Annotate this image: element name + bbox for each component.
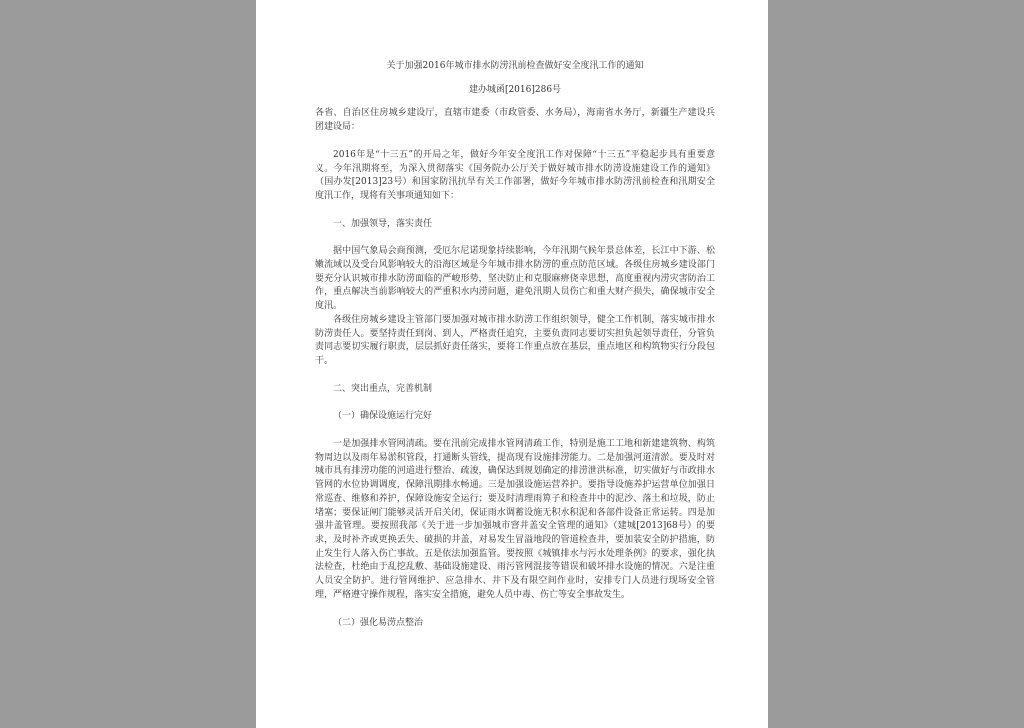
document-title: 关于加强2016年城市排水防涝汛前检查做好安全度汛工作的通知 <box>386 61 644 71</box>
section-2-paragraph-1: 一是加强排水管网清疏。要在汛前完成排水管网清疏工作，特别是施工工地和新建建筑物、构筑物周边以及雨年易淤积管段，打通断头管线，提高现有设施排涝能力。二是加强河道清淤。要及时对城市具有排涝功能的河道进行整治、疏浚，确保达到规划确定的排涝泄洪标准，切实做好与市政排水管网的水位协调调度，保障汛期排水畅通。三是加强设施运营养护。要指导设施养护运营单位加强日常巡查、维修和养护，保障设施安全运行；要及时清理雨箅子和检查井中的泥沙、落土和垃圾，防止堵塞；要保证闸门能够灵活开启关闭，保证雨水调蓄设施无积水积泥和各部件设备正常运转。四是加强井盖管理。要按照我部《关于进一步加强城市窨井盖安全管理的通知》（建城[2013]68号）的要求，及时补齐或更换丢失、破损的井盖，对易发生冒溢地段的管道检查井，要加装安全防护措施，防止发生行人落入伤亡事故。五是依法加强监管。要按照《城镇排水与污水处理条例》的要求，强化执法检查，杜绝由于乱挖乱敷、基础设施建设、雨污管网混接等错误和破坏排水设施的情况。六是注重人员安全防护。进行管网维护、应急排水、井下及有限空间作业时，安排专门人员进行现场安全管理，严格遵守操作规程，落实安全措施，避免人员中毒、伤亡等安全事故发生。 <box>315 439 715 600</box>
addressee-paragraph: 各省、自治区住房城乡建设厅，直辖市建委（市政管委、水务局），海南省水务厅，新疆生产建设兵团建设局： <box>315 108 715 133</box>
section-2-heading: 二、突出重点，完善机制 <box>333 383 433 394</box>
section-1-heading: 一、加强领导，落实责任 <box>333 218 433 229</box>
section-1-paragraph-1: 据中国气象局会商预测，受厄尔尼诺现象持续影响，今年汛期气候年景总体差，长江中下游、松嫩流域以及受台风影响较大的沿海区域是今年城市排水防涝的重点防范区域。各级住房城乡建设部门要充分认识城市排水防涝面临的严峻形势，坚决防止和克服麻痹侥幸思想，高度重视内涝灾害防治工作，重点解决当前影响较大的严重积水内涝问题，避免汛期人员伤亡和重大财产损失，确保城市安全度汛。 <box>315 246 715 312</box>
document-number: 建办城函[2016]286号 <box>468 84 562 95</box>
section-1-paragraph-2: 各级住房城乡建设主管部门要加强对城市排水防涝工作组织领导，健全工作机制，落实城市排水防涝责任人。要坚持责任到岗、到人，严格责任追究，主要负责同志要切实担负起领导责任，分管负责同志要切实履行职责，层层抓好责任落实，要将工作重点放在基层，重点地区和构筑物实行分段包干。 <box>315 314 715 366</box>
section-2-subheading-2: （二）强化易涝点整治 <box>333 617 424 628</box>
document-body <box>315 60 715 644</box>
document-page <box>256 0 768 728</box>
intro-paragraph: 2016年是“十三五”的开局之年，做好今年安全度汛工作对保障“十三五”平稳起步具有重要意义。今年汛期将至，为深入贯彻落实《国务院办公厅关于做好城市排水防涝设施建设工作的通知》（国办发[2013]23号）和国家防汛抗旱有关工作部署，做好今年城市排水防涝汛前检查和汛期安全度汛工作，现将有关事项通知如下： <box>315 149 715 201</box>
section-2-subheading-1: （一）确保设施运行完好 <box>333 411 433 422</box>
